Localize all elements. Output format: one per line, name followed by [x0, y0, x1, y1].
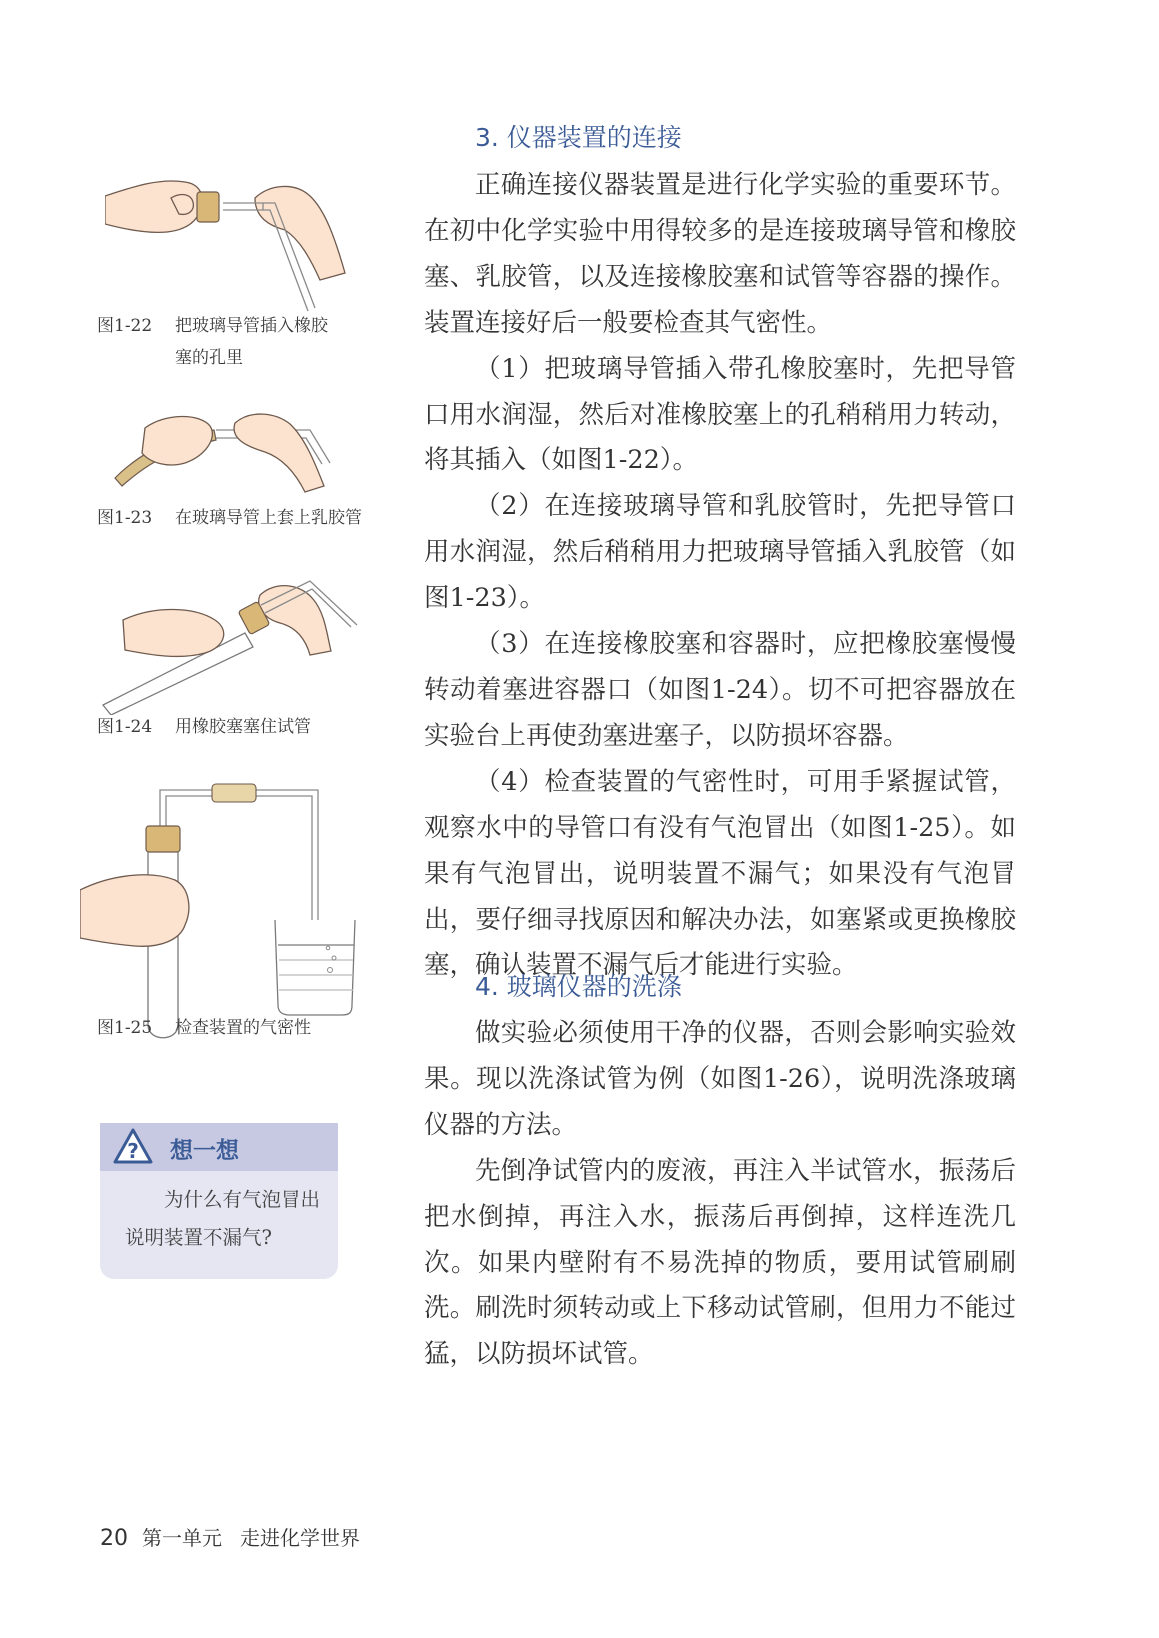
think-box-title: 想一想	[170, 1138, 239, 1164]
paragraph: 先倒净试管内的废液，再注入半试管水，振荡后把水倒掉，再注入水，振荡后再倒掉，这样连洗几次。如果内壁附有不易洗掉的物质，要用试管刷刷洗。刷洗时须转动或上下移动试管刷，但用力不能过猛，以防损坏试管。	[424, 1155, 1016, 1370]
figure-1-24-illustration	[95, 575, 365, 715]
paragraph: （4）检查装置的气密性时，可用手紧握试管，观察水中的导管口有没有气泡冒出（如图1-25）。如果有气泡冒出，说明装置不漏气；如果没有气泡冒出，要仔细寻找原因和解决办法，如塞紧或更换橡胶塞，确认装置不漏气后才能进行实验。	[424, 766, 1016, 981]
think-box-question: 为什么有气泡冒出说明装置不漏气?	[125, 1188, 321, 1249]
figure-1-24-caption	[97, 711, 377, 743]
think-box	[100, 1123, 338, 1279]
section-4-body	[424, 1011, 1016, 1378]
figure-number: 图1-25	[97, 1018, 153, 1038]
svg-text:?: ?	[127, 1139, 139, 1163]
figure-number: 图1-23	[97, 508, 153, 528]
paragraph: 做实验必须使用干净的仪器，否则会影响实验效果。现以洗涤试管为例（如图1-26），说明洗涤玻璃仪器的方法。	[424, 1018, 1016, 1140]
paragraph: （3）在连接橡胶塞和容器时，应把橡胶塞慢慢转动着塞进容器口（如图1-24）。切不可把容器放在实验台上再使劲塞进塞子，以防损坏容器。	[424, 629, 1016, 751]
caption-text: 用橡胶塞塞住试管	[175, 717, 311, 737]
page-footer	[100, 1522, 360, 1551]
figure-1-23-caption	[97, 502, 397, 534]
caption-text: 检查装置的气密性	[175, 1018, 311, 1038]
figure-number: 图1-24	[97, 717, 153, 737]
section-3-body	[424, 163, 1016, 989]
rubber-stopper-icon	[197, 192, 219, 222]
figure-number: 图1-22	[97, 316, 153, 336]
caption-text: 把玻璃导管插入橡胶	[175, 316, 328, 336]
paragraph: （1）把玻璃导管插入带孔橡胶塞时，先把导管口用水润湿，然后对准橡胶塞上的孔稍稍用力转动，将其插入（如图1-22）。	[424, 353, 1016, 476]
paragraph: （2）在连接玻璃导管和乳胶管时，先把导管口用水润湿，然后稍稍用力把玻璃导管插入乳胶管（如图1-23）。	[424, 491, 1016, 614]
think-box-header	[100, 1123, 338, 1171]
unit-label: 第一单元	[142, 1526, 222, 1550]
figure-1-22-illustration	[105, 168, 355, 318]
hand-icon	[80, 875, 189, 947]
figure-1-25-illustration	[80, 780, 370, 1050]
figure-1-25-caption	[97, 1012, 377, 1044]
figure-1-23-illustration	[110, 408, 350, 498]
question-warning-icon	[112, 1127, 154, 1165]
caption-text-continued: 塞的孔里	[175, 348, 243, 368]
paragraph: 正确连接仪器装置是进行化学实验的重要环节。在初中化学实验中用得较多的是连接玻璃导管和橡胶塞、乳胶管，以及连接橡胶塞和试管等容器的操作。装置连接好后一般要检查其气密性。	[424, 170, 1016, 338]
rubber-tube-connector-icon	[212, 784, 256, 802]
section-label: 走进化学世界	[240, 1526, 360, 1550]
caption-text: 在玻璃导管上套上乳胶管	[175, 508, 362, 528]
figure-1-22-caption	[97, 310, 367, 374]
rubber-stopper-icon	[146, 826, 180, 852]
section-3-heading: 3. 仪器装置的连接	[475, 123, 682, 152]
section-4-heading: 4. 玻璃仪器的洗涤	[475, 972, 682, 1001]
page-number: 20	[100, 1526, 128, 1551]
